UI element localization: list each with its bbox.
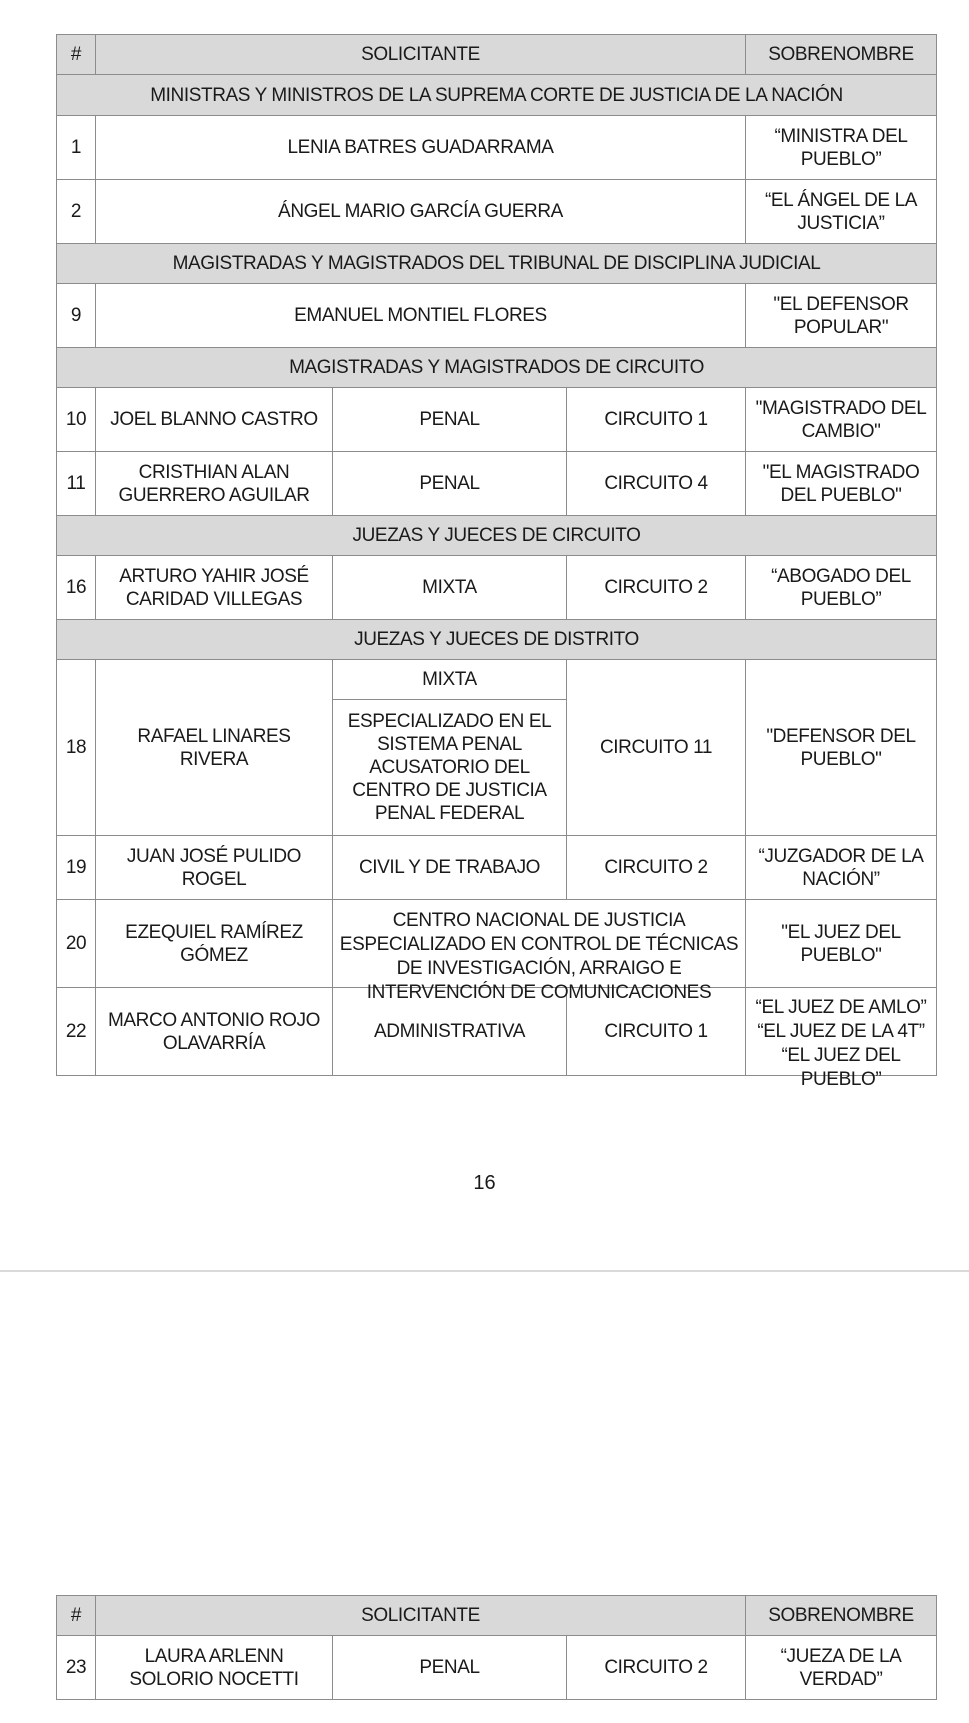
row-materia: MIXTA bbox=[333, 556, 567, 620]
row-name: RAFAEL LINARES RIVERA bbox=[96, 660, 333, 836]
row-nickname: "MAGISTRADO DEL CAMBIO" bbox=[746, 388, 937, 452]
row-circuito: CIRCUITO 11 bbox=[567, 660, 746, 836]
table-row bbox=[57, 116, 937, 180]
row-nickname-cell bbox=[746, 988, 937, 1090]
row-number: 10 bbox=[57, 388, 96, 452]
applicants-table-continued bbox=[56, 1595, 937, 1700]
row-circuito: CIRCUITO 4 bbox=[567, 452, 746, 516]
page-number: 16 bbox=[473, 1172, 496, 1194]
header-number: # bbox=[57, 35, 96, 75]
header-sobrenombre: SOBRENOMBRE bbox=[746, 35, 937, 75]
document-page-2 bbox=[0, 1272, 969, 1723]
row-nickname: “EL ÁNGEL DE LA JUSTICIA” bbox=[746, 180, 937, 244]
row-materia: CIVIL Y DE TRABAJO bbox=[333, 836, 567, 900]
section-row bbox=[57, 348, 937, 388]
row-name: EZEQUIEL RAMÍREZ GÓMEZ bbox=[96, 900, 333, 988]
row-nickname: "DEFENSOR DEL PUEBLO" bbox=[746, 660, 937, 836]
row-number: 9 bbox=[57, 284, 96, 348]
row-name: JUAN JOSÉ PULIDO ROGEL bbox=[96, 836, 333, 900]
row-name: LENIA BATRES GUADARRAMA bbox=[96, 116, 746, 180]
row-number: 1 bbox=[57, 116, 96, 180]
row-circuito: CIRCUITO 2 bbox=[567, 556, 746, 620]
table-header-row bbox=[57, 35, 937, 75]
section-title: JUEZAS Y JUECES DE CIRCUITO bbox=[57, 516, 937, 556]
row-circuito: CIRCUITO 2 bbox=[567, 1636, 746, 1700]
table-row bbox=[57, 284, 937, 348]
table-row bbox=[57, 660, 937, 700]
row-circuito: CIRCUITO 1 bbox=[567, 388, 746, 452]
row-nickname: “EL JUEZ DE AMLO” “EL JUEZ DE LA 4T” “EL JUEZ DEL PUEBLO” bbox=[755, 997, 927, 1090]
section-row bbox=[57, 516, 937, 556]
row-name: CRISTHIAN ALAN GUERRERO AGUILAR bbox=[96, 452, 333, 516]
row-name: LAURA ARLENN SOLORIO NOCETTI bbox=[96, 1636, 333, 1700]
row-number: 19 bbox=[57, 836, 96, 900]
row-number: 2 bbox=[57, 180, 96, 244]
row-number: 22 bbox=[57, 988, 96, 1076]
table-row bbox=[57, 900, 937, 988]
row-name: JOEL BLANNO CASTRO bbox=[96, 388, 333, 452]
section-row bbox=[57, 244, 937, 284]
row-circuito: CIRCUITO 2 bbox=[567, 836, 746, 900]
row-nickname: “ABOGADO DEL PUEBLO” bbox=[746, 556, 937, 620]
table-row bbox=[57, 388, 937, 452]
header-number: # bbox=[57, 1596, 96, 1636]
row-nickname: "EL DEFENSOR POPULAR" bbox=[746, 284, 937, 348]
section-title: MAGISTRADAS Y MAGISTRADOS DE CIRCUITO bbox=[57, 348, 937, 388]
table-row bbox=[57, 556, 937, 620]
table-row bbox=[57, 180, 937, 244]
section-title: MINISTRAS Y MINISTROS DE LA SUPREMA CORTE DE JUSTICIA DE LA NACIÓN bbox=[57, 75, 937, 116]
section-row bbox=[57, 75, 937, 116]
row-materia-cell bbox=[333, 900, 746, 1003]
row-name: EMANUEL MONTIEL FLORES bbox=[96, 284, 746, 348]
row-nickname: "EL MAGISTRADO DEL PUEBLO" bbox=[746, 452, 937, 516]
row-materia: PENAL bbox=[333, 1636, 567, 1700]
header-sobrenombre: SOBRENOMBRE bbox=[746, 1596, 937, 1636]
table-header-row bbox=[57, 1596, 937, 1636]
row-number: 18 bbox=[57, 660, 96, 836]
header-solicitante: SOLICITANTE bbox=[96, 1596, 746, 1636]
row-materia: CENTRO NACIONAL DE JUSTICIA ESPECIALIZADO EN CONTROL DE TÉCNICAS DE INVESTIGACIÓN, ARRAIGO E INTERVENCIÓN DE COMUNICACIONES bbox=[339, 910, 739, 1003]
table-row bbox=[57, 452, 937, 516]
table-row bbox=[57, 836, 937, 900]
table-row bbox=[57, 1636, 937, 1700]
row-nickname: “JUZGADOR DE LA NACIÓN” bbox=[746, 836, 937, 900]
row-number: 11 bbox=[57, 452, 96, 516]
row-name: MARCO ANTONIO ROJO OLAVARRÍA bbox=[96, 988, 333, 1076]
row-materia: ADMINISTRATIVA bbox=[333, 988, 567, 1076]
section-title: MAGISTRADAS Y MAGISTRADOS DEL TRIBUNAL DE DISCIPLINA JUDICIAL bbox=[57, 244, 937, 284]
header-solicitante: SOLICITANTE bbox=[96, 35, 746, 75]
section-title: JUEZAS Y JUECES DE DISTRITO bbox=[57, 620, 937, 660]
row-materia: PENAL bbox=[333, 388, 567, 452]
row-nickname: "EL JUEZ DEL PUEBLO" bbox=[746, 900, 937, 988]
row-materia: PENAL bbox=[333, 452, 567, 516]
row-name: ARTURO YAHIR JOSÉ CARIDAD VILLEGAS bbox=[96, 556, 333, 620]
row-circuito: CIRCUITO 1 bbox=[567, 988, 746, 1076]
applicants-table bbox=[56, 34, 937, 1090]
row-nickname: “MINISTRA DEL PUEBLO” bbox=[746, 116, 937, 180]
row-number: 16 bbox=[57, 556, 96, 620]
row-nickname: “JUEZA DE LA VERDAD” bbox=[746, 1636, 937, 1700]
row-materia-especializado: ESPECIALIZADO EN EL SISTEMA PENAL ACUSATORIO DEL CENTRO DE JUSTICIA PENAL FEDERAL bbox=[333, 700, 567, 836]
row-number: 23 bbox=[57, 1636, 96, 1700]
section-row bbox=[57, 620, 937, 660]
row-name: ÁNGEL MARIO GARCÍA GUERRA bbox=[96, 180, 746, 244]
row-materia: MIXTA bbox=[333, 660, 567, 700]
row-number: 20 bbox=[57, 900, 96, 988]
